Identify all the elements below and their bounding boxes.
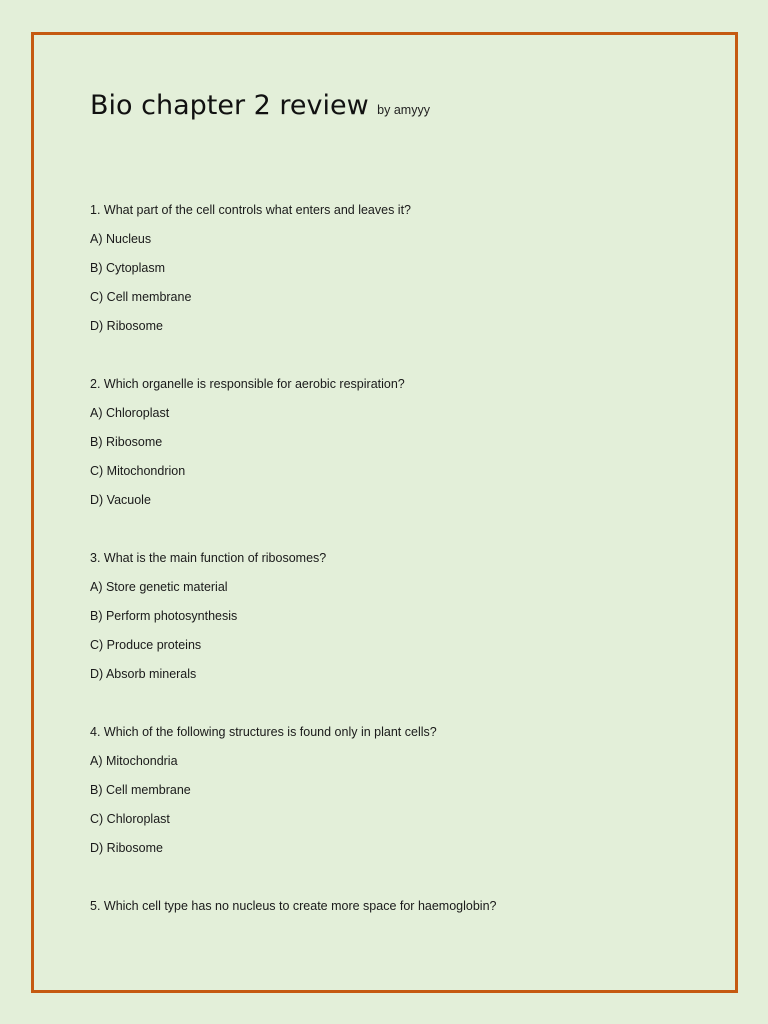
answer-option: D) Absorb minerals <box>90 667 197 681</box>
question-prompt: 1. What part of the cell controls what enters and leaves it? <box>90 203 412 217</box>
question-1 <box>90 196 690 341</box>
question-prompt: 2. Which organelle is responsible for aerobic respiration? <box>90 377 405 391</box>
answer-option: C) Cell membrane <box>90 290 192 304</box>
author-label: by amyyy <box>377 103 430 117</box>
question-prompt: 5. Which cell type has no nucleus to create more space for haemoglobin? <box>90 899 497 913</box>
question-prompt: 3. What is the main function of ribosomes? <box>90 551 327 565</box>
question-prompt: 4. Which of the following structures is found only in plant cells? <box>90 725 437 739</box>
title-row <box>90 90 430 121</box>
answer-option: B) Perform photosynthesis <box>90 609 238 623</box>
answer-option: C) Produce proteins <box>90 638 202 652</box>
answer-option: A) Nucleus <box>90 232 152 246</box>
answer-option: B) Cell membrane <box>90 783 191 797</box>
answer-option: D) Vacuole <box>90 493 151 507</box>
question-4 <box>90 718 690 863</box>
question-3 <box>90 544 690 689</box>
answer-option: D) Ribosome <box>90 841 163 855</box>
question-2 <box>90 370 690 515</box>
question-5 <box>90 892 690 921</box>
answer-option: C) Chloroplast <box>90 812 170 826</box>
answer-option: C) Mitochondrion <box>90 464 186 478</box>
answer-option: D) Ribosome <box>90 319 163 333</box>
document-title: Bio chapter 2 review <box>90 90 369 121</box>
answer-option: A) Chloroplast <box>90 406 170 420</box>
answer-option: B) Ribosome <box>90 435 163 449</box>
question-list <box>90 196 690 950</box>
answer-option: A) Store genetic material <box>90 580 228 594</box>
answer-option: A) Mitochondria <box>90 754 178 768</box>
answer-option: B) Cytoplasm <box>90 261 166 275</box>
